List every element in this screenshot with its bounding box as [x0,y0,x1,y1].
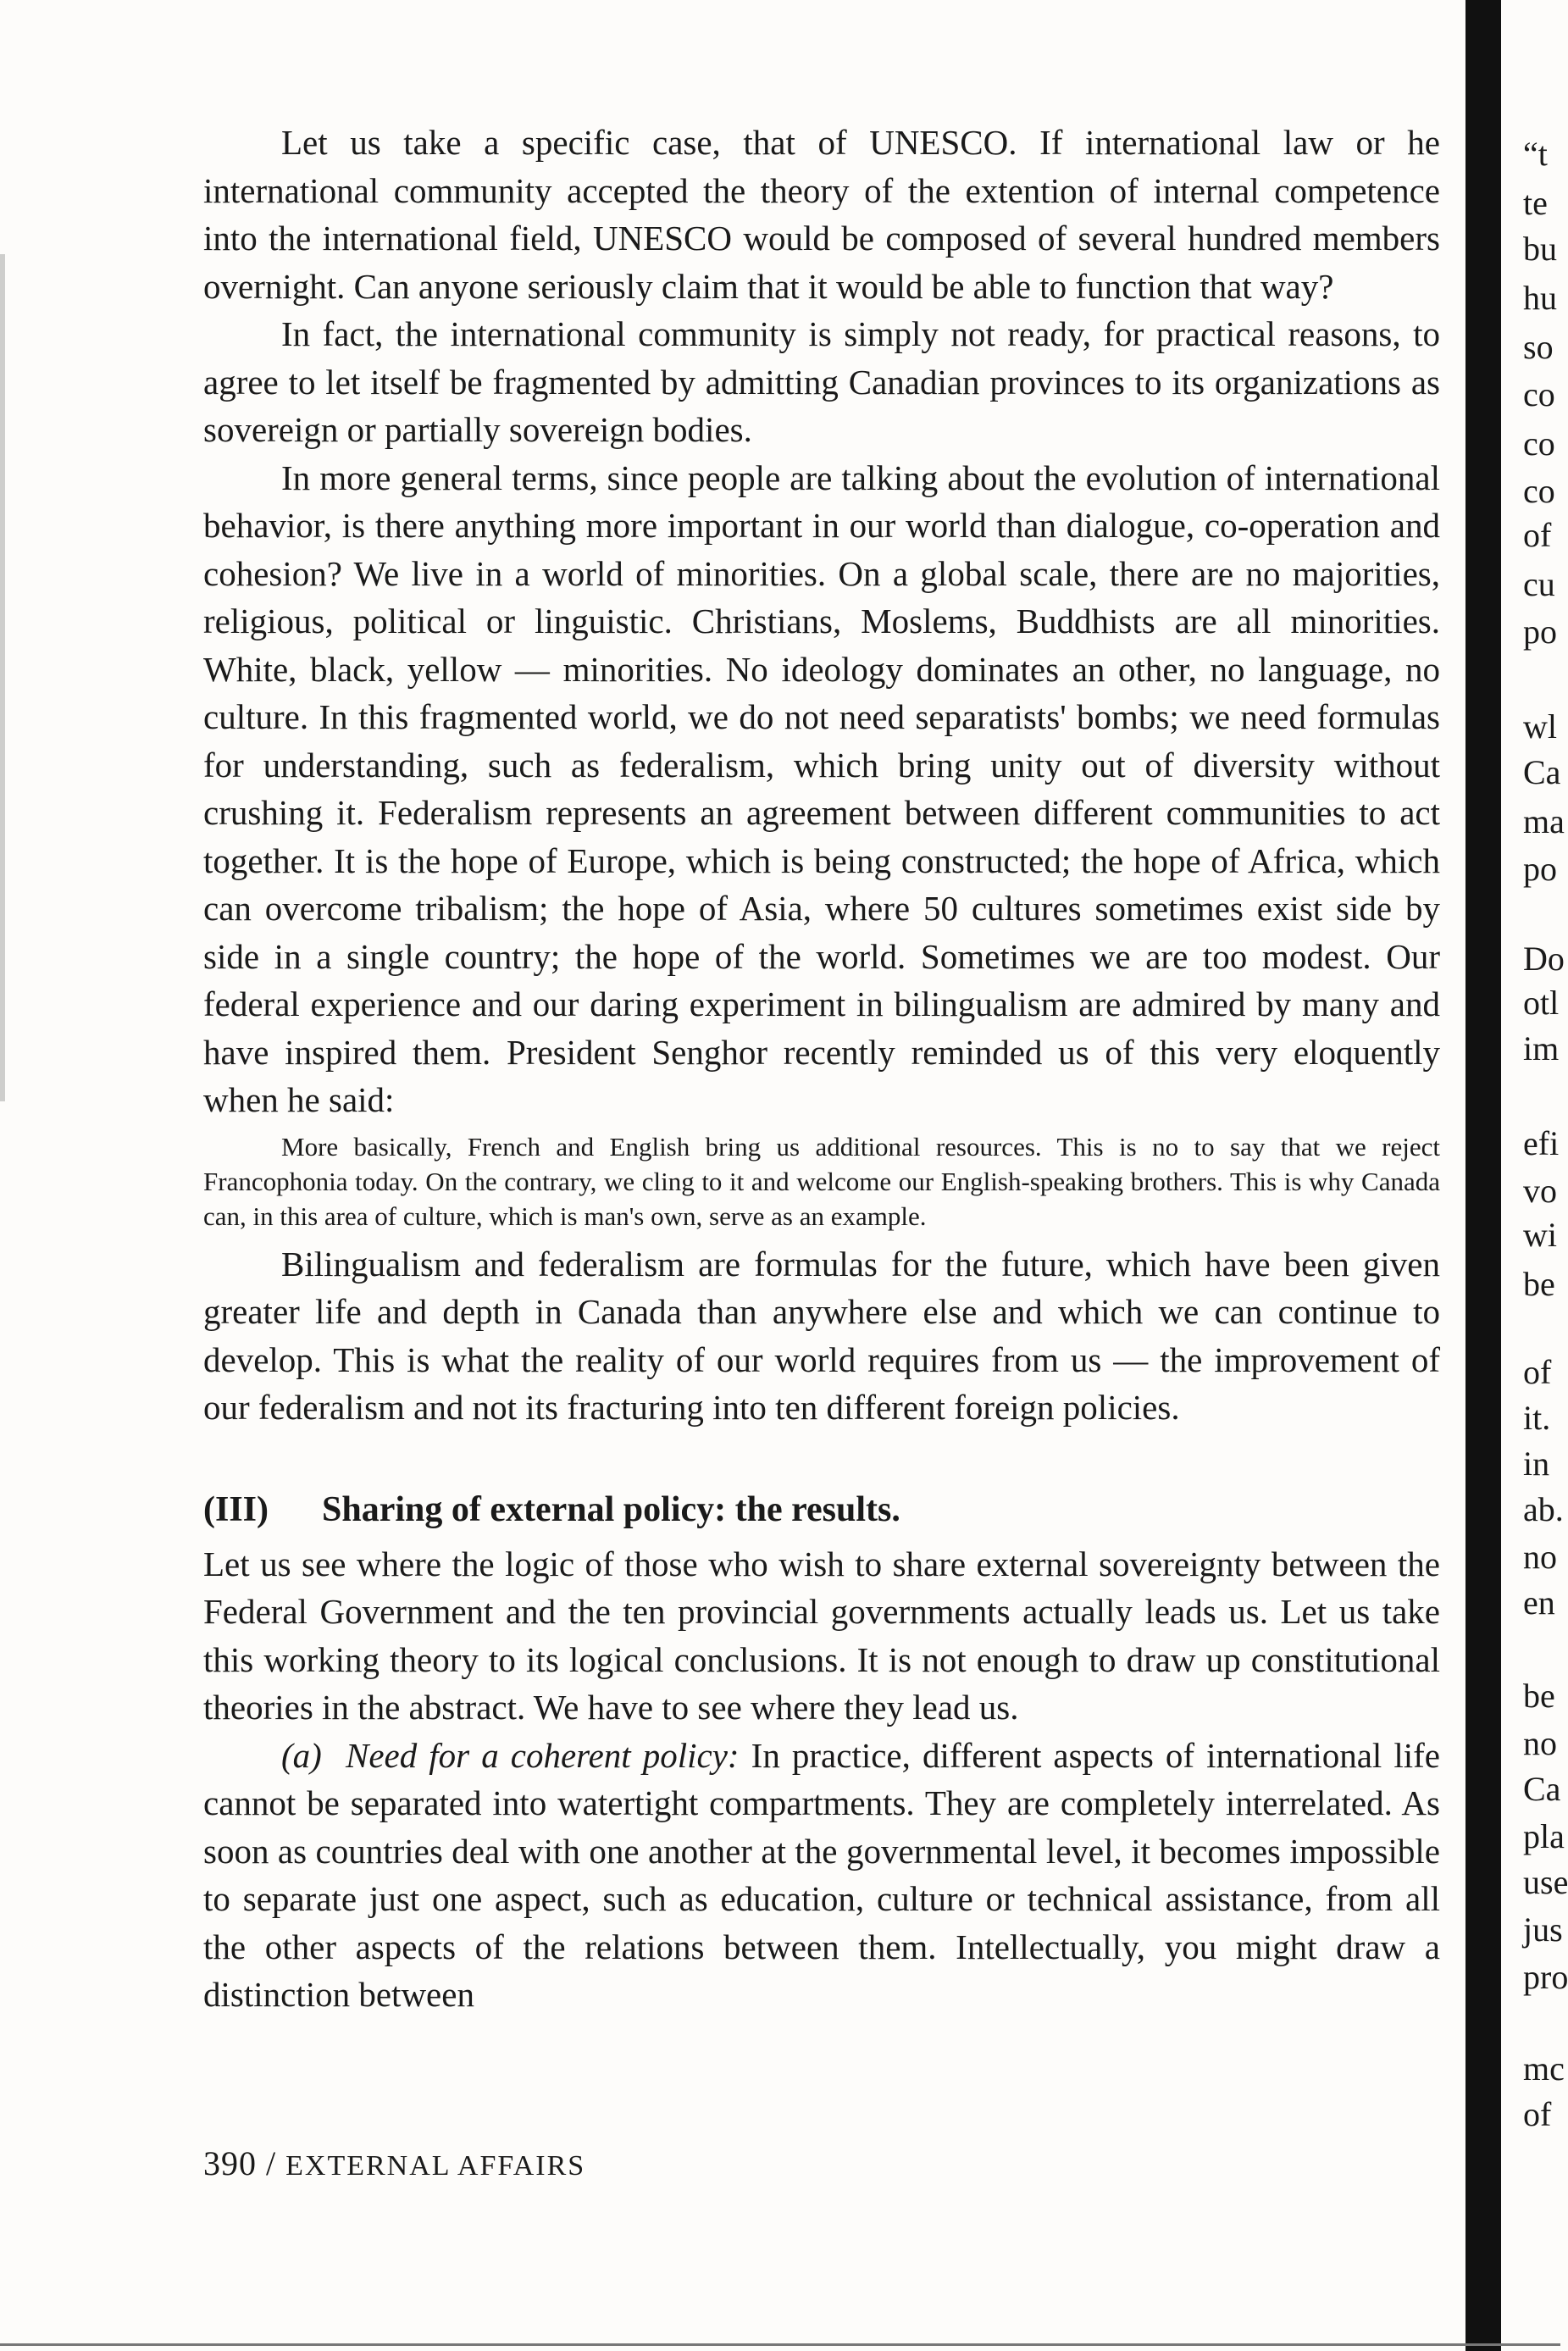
section-title: Sharing of external policy: the results. [322,1489,900,1529]
fragment: Do [1523,940,1565,978]
section-number: (III) [203,1489,269,1529]
fragment: of [1523,1353,1552,1391]
fragment: use [1523,1863,1568,1901]
fragment: pro [1523,1958,1568,1996]
fragment: efi [1523,1124,1560,1162]
binding-shadow [0,254,5,1101]
paragraph-community-not-ready: In fact, the international community is simply not ready, for practical reasons, to agree to let itself be fragmented by admitting Canadian provinces to its organizations as sovereign or partially sovereign bodies. [203,314,1440,449]
fragment: it. [1523,1399,1551,1437]
fragment: co [1523,424,1555,463]
fragment: be [1523,1677,1555,1715]
fragment: ma [1523,802,1565,840]
fragment: vo [1523,1172,1557,1210]
fragment: bu [1523,230,1557,268]
fragment: of [1523,516,1552,554]
fragment: no [1523,1724,1557,1762]
fragment: te [1523,184,1548,222]
fragment: po [1523,850,1557,888]
footer-separator: / [266,2144,277,2182]
paragraph-coherent-policy [203,1732,1440,2019]
fragment: so [1523,328,1554,366]
fragment: co [1523,472,1555,510]
fragment: ab. [1523,1490,1564,1528]
page-gutter-bar [1465,0,1501,2351]
fragment: hu [1523,279,1557,317]
scan-bottom-edge [0,2343,1560,2346]
fragment: mc [1523,2049,1565,2088]
senghor-quote: More basically, French and English bring us additional resources. This is no to say that we reject Francophonia today. On the contrary, we cling to it and welcome our English-speaking brothers. This is why Canada can, in this area of culture, which is man's own, serve as an example. [203,1131,1440,1231]
paragraph-section-intro: Let us see where the logic of those who wish to share external sovereignty between the Federal Government and the ten provincial governments actually leads us. Let us take this working theory to its logical conclusions. It is not enough to draw up constitutional theories in the abstract. We have to see where they lead us. [203,1544,1440,1727]
fragment: Ca [1523,1770,1561,1808]
adjacent-page-fragments [1516,0,1568,2351]
main-text-column [203,119,1440,2019]
subsection-text: In practice, different aspects of international life cannot be separated into watertight compartments. They are completely interrelated. As soon as countries deal with one another at the governmental level, it becomes impossible to separate just one aspect, such as education, culture or technical assistance, from all the other aspects of the relations between them. Intellectually, you might draw a distinction between [203,1735,1441,2014]
subsection-label: (a) [281,1735,322,1775]
paragraph-bilingualism: Bilingualism and federalism are formulas for the future, which have been given greater life and depth in Canada than anywhere else and which we can continue to develop. This is what the reality of our world requires from us — the improvement of our federalism and not its fracturing into ten different foreign policies. [203,1244,1440,1427]
fragment: otl [1523,984,1560,1022]
fragment: be [1523,1265,1555,1303]
fragment: jus [1523,1910,1563,1949]
fragment: cu [1523,565,1555,603]
subsection-title: Need for a coherent policy: [345,1735,740,1775]
section-heading [203,1486,1440,1533]
paragraph-general-terms: In more general terms, since people are talking about the evolution of international behavior, is there anything more important in our world than dialogue, co-operation and cohesion? We live in a world of minorities. On a global scale, there are no majorities, religious, political or linguistic. Christians, Moslems, Buddhists are all minorities. White, black, yellow — minorities. No ideology dominates an other, no language, no culture. In this fragmented world, we do not need separatists' bombs; we need formulas for understanding, such as federalism, which bring unity out of diversity without crushing it. Federalism represents an agreement between different communities to act together. It is the hope of Europe, which is being constructed; the hope of Africa, which can overcome tribalism; the hope of Asia, where 50 cultures sometimes exist side by side in a single country; the hope of the world. Sometimes we are too modest. Our federal experience and our daring experiment in bilingualism are admired by many and have inspired them. President Senghor recently reminded us of this very eloquently when he said: [203,457,1440,1119]
page-footer [203,2143,585,2183]
fragment: in [1523,1444,1550,1483]
fragment: pla [1523,1817,1565,1855]
fragment: wl [1523,707,1557,746]
paragraph-unesco: Let us take a specific case, that of UNESCO. If international law or he international community accepted the theory of the extention of internal competence into the international field, UNESCO would be composed of several hundred members overnight. Can anyone seriously claim that it would be able to function that way? [203,123,1440,306]
fragment: co [1523,375,1555,413]
fragment: of [1523,2095,1552,2133]
fragment: wi [1523,1216,1557,1254]
fragment: en [1523,1583,1555,1622]
page-number: 390 [203,2144,257,2182]
publication-name: EXTERNAL AFFAIRS [285,2150,586,2182]
fragment: po [1523,613,1557,651]
fragment: no [1523,1538,1557,1576]
fragment: “t [1523,135,1548,173]
fragment: im [1523,1029,1560,1067]
fragment: Ca [1523,753,1561,791]
